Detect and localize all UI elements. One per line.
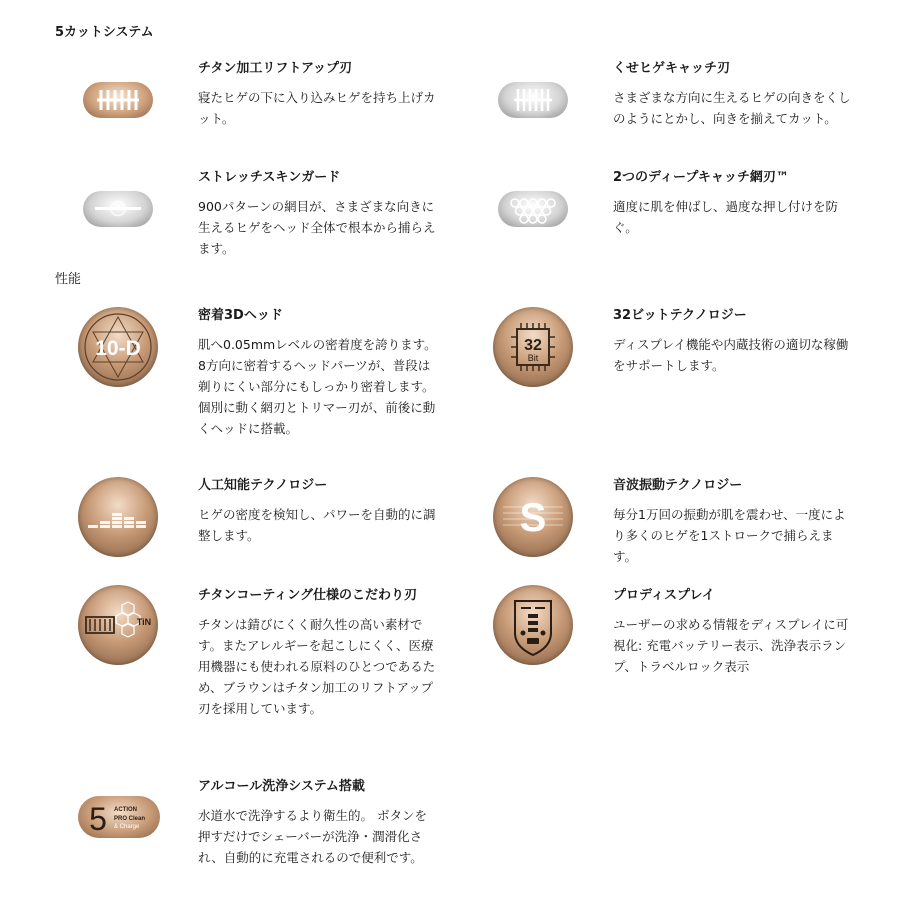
icon-line-pro-clean: PRO Clean — [114, 816, 146, 822]
feature-title: 32ビットテクノロジー — [613, 308, 747, 323]
feature-3d-head — [55, 305, 475, 436]
section-title-5cut: 5カットシステム — [55, 25, 154, 40]
feature-description: 適度に肌を伸ばし、過度な押し付けを防ぐ。 — [613, 199, 839, 235]
feature-description: 900パターンの網目が、さまざまな向きに生えるヒゲをヘッド全体で根本から捕らえます。 — [198, 199, 436, 256]
10d-head-icon — [78, 307, 158, 387]
feature-description: ヒゲの密度を検知し、パワーを自動的に調整します。 — [198, 507, 436, 543]
icon-line-charge: & Charge — [114, 824, 140, 830]
icon-label: 5 — [89, 801, 107, 837]
feature-stretch-skin-guard — [55, 167, 475, 287]
icon-label: TiN — [136, 617, 152, 627]
feature-sonic-technology — [470, 475, 890, 595]
icon-label: 32 — [524, 337, 542, 354]
feature-title: 音波振動テクノロジー — [613, 478, 743, 493]
feature-titanium-coating — [55, 585, 475, 716]
icon-sublabel: Bit — [527, 353, 539, 363]
feature-32bit — [470, 305, 890, 425]
feature-title: チタン加工リフトアップ刃 — [198, 61, 353, 76]
icon-label: S — [519, 496, 547, 540]
section-title-performance: 性能 — [55, 272, 82, 287]
feature-description: 水道水で洗浄するより衛生的。 ボタンを押すだけでシェーバーが洗浄・潤滑化され、自動的に充電されるので便利です。 — [198, 808, 427, 865]
pro-display-icon — [493, 585, 573, 665]
feature-description: 寝たヒゲの下に入り込みヒゲを持ち上げカット。 — [198, 90, 436, 126]
feature-description: 毎分1万回の振動が肌を震わせ、一度により多くのヒゲを1ストロークで捕らえます。 — [613, 507, 846, 564]
feature-title: くせヒゲキャッチ刃 — [613, 61, 731, 76]
comb-blade-icon — [498, 82, 568, 118]
feature-title: 密着3Dヘッド — [198, 308, 283, 323]
feature-description: 肌へ0.05mmレベルの密着度を誇ります。8方向に密着するヘッドパーツが、普段は剃りにくい部分にもしっかり密着します。個別に動く網刃とトリマー刃が、前後に動くヘッドに搭載。 — [198, 337, 437, 436]
skin-guard-icon — [83, 191, 153, 227]
feature-title: アルコール洗浄システム搭載 — [198, 779, 365, 794]
sonic-s-icon — [493, 477, 573, 557]
icon-line-action: ACTION — [114, 807, 137, 813]
icon-label: 10-D — [95, 337, 141, 360]
trimmer-blade-icon — [83, 82, 153, 118]
feature-description: チタンは錆びにくく耐久性の高い素材です。またアレルギーを起こしにくく、医療用機器にも使われる原料のひとつであるため、ブラウンはチタン加工のリフトアップ刃を採用しています。 — [198, 617, 436, 716]
feature-pro-display — [470, 585, 890, 705]
feature-description: ディスプレイ機能や内蔵技術の適切な稼働をサポートします。 — [613, 337, 849, 373]
feature-title: チタンコーティング仕様のこだわり刃 — [198, 588, 418, 603]
feature-title: ストレッチスキンガード — [198, 170, 341, 185]
feature-ai-technology — [55, 475, 475, 595]
feature-title: プロディスプレイ — [613, 588, 715, 603]
feature-title: 人工知能テクノロジー — [198, 478, 328, 493]
feature-alcohol-cleaning — [55, 776, 475, 896]
equalizer-icon — [78, 477, 158, 557]
feature-description: ユーザーの求める情報をディスプレイに可視化: 充電バッテリー表示、洗浄表示ランプ、トラベルロック表示 — [613, 617, 849, 674]
feature-description: さまざまな方向に生えるヒゲの向きをくしのようにとかし、向きを揃えてカット。 — [613, 90, 851, 126]
32bit-chip-icon — [493, 307, 573, 387]
feature-title: 2つのディープキャッチ網刃™ — [613, 170, 789, 185]
5-action-clean-icon — [78, 796, 160, 838]
feature-comb-blade — [470, 58, 890, 178]
feature-lift-up-blade — [55, 58, 475, 178]
feature-deep-catch-foil — [470, 167, 890, 287]
mesh-foil-icon — [498, 191, 568, 227]
titanium-coating-icon — [78, 585, 158, 665]
